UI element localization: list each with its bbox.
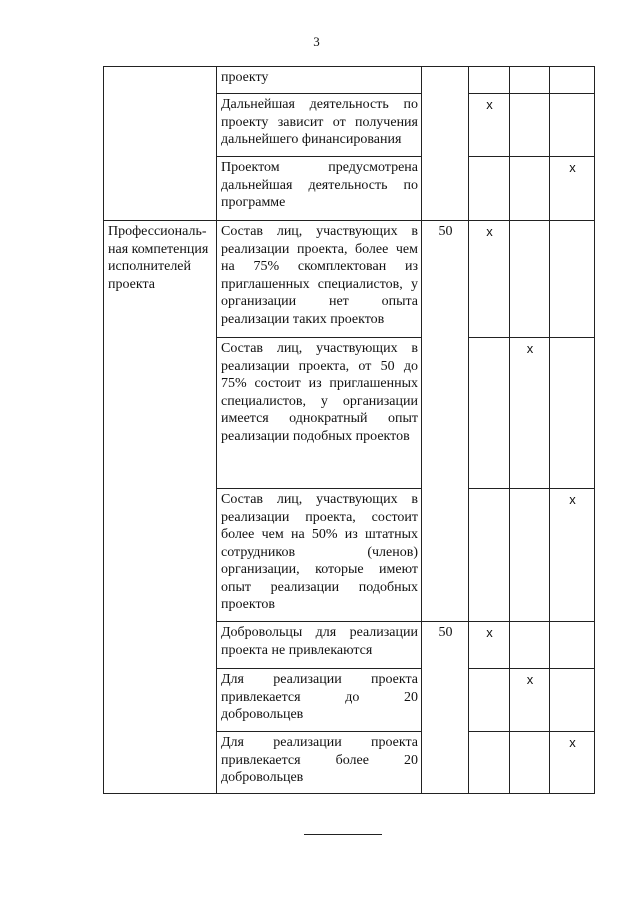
mark-cell-3: [550, 221, 595, 338]
description-cell: Состав лиц, участвующих в реализации проекта, от 50 до 75% состоит из приглашенных специалистов, у организации имеется однократный опыт реализации подобных проектов: [217, 338, 422, 489]
description-cell: Для реализации проекта привлекается до 20 добровольцев: [217, 669, 422, 732]
mark-cell-2: [510, 157, 550, 221]
criterion-cell: [104, 67, 217, 221]
mark-cell-3: х: [550, 489, 595, 622]
table-row: [104, 221, 595, 338]
description-cell: проекту: [217, 67, 422, 94]
mark-cell-2: [510, 489, 550, 622]
mark-cell-2: [510, 67, 550, 94]
criteria-table: [103, 66, 595, 794]
mark-cell-1: [469, 732, 510, 794]
mark-cell-1: [469, 489, 510, 622]
mark-cell-2: [510, 221, 550, 338]
mark-cell-1: х: [469, 622, 510, 669]
criterion-cell: Профессиональ-ная компетенция исполнителей проекта: [104, 221, 217, 794]
mark-cell-1: х: [469, 221, 510, 338]
mark-cell-3: [550, 669, 595, 732]
score-cell: [422, 67, 469, 221]
description-cell: Дальнейшая деятельность по проекту зависит от получения дальнейшего финансирования: [217, 94, 422, 157]
score-cell: 50: [422, 221, 469, 622]
mark-cell-3: [550, 94, 595, 157]
table-row: [104, 67, 595, 94]
mark-cell-2: [510, 622, 550, 669]
mark-cell-1: х: [469, 94, 510, 157]
mark-cell-1: [469, 157, 510, 221]
page-number: 3: [313, 34, 320, 49]
description-cell: Для реализации проекта привлекается более 20 добровольцев: [217, 732, 422, 794]
mark-cell-1: [469, 67, 510, 94]
mark-cell-2: [510, 94, 550, 157]
mark-cell-1: [469, 669, 510, 732]
footer-rule: [304, 834, 382, 835]
mark-cell-3: [550, 338, 595, 489]
description-cell: Проектом предусмотрена дальнейшая деятельность по программе: [217, 157, 422, 221]
description-cell: Состав лиц, участвующих в реализации проекта, состоит более чем на 50% из штатных сотрудников (членов) организации, которые имеют опыт реализации подобных проектов: [217, 489, 422, 622]
description-cell: Состав лиц, участвующих в реализации проекта, более чем на 75% скомплектован из приглашенных специалистов, у организации нет опыта реализации таких проектов: [217, 221, 422, 338]
mark-cell-2: [510, 732, 550, 794]
score-cell: 50: [422, 622, 469, 794]
mark-cell-3: [550, 67, 595, 94]
mark-cell-2: х: [510, 669, 550, 732]
description-cell: Добровольцы для реализации проекта не привлекаются: [217, 622, 422, 669]
mark-cell-3: х: [550, 157, 595, 221]
mark-cell-3: х: [550, 732, 595, 794]
mark-cell-1: [469, 338, 510, 489]
mark-cell-2: х: [510, 338, 550, 489]
mark-cell-3: [550, 622, 595, 669]
